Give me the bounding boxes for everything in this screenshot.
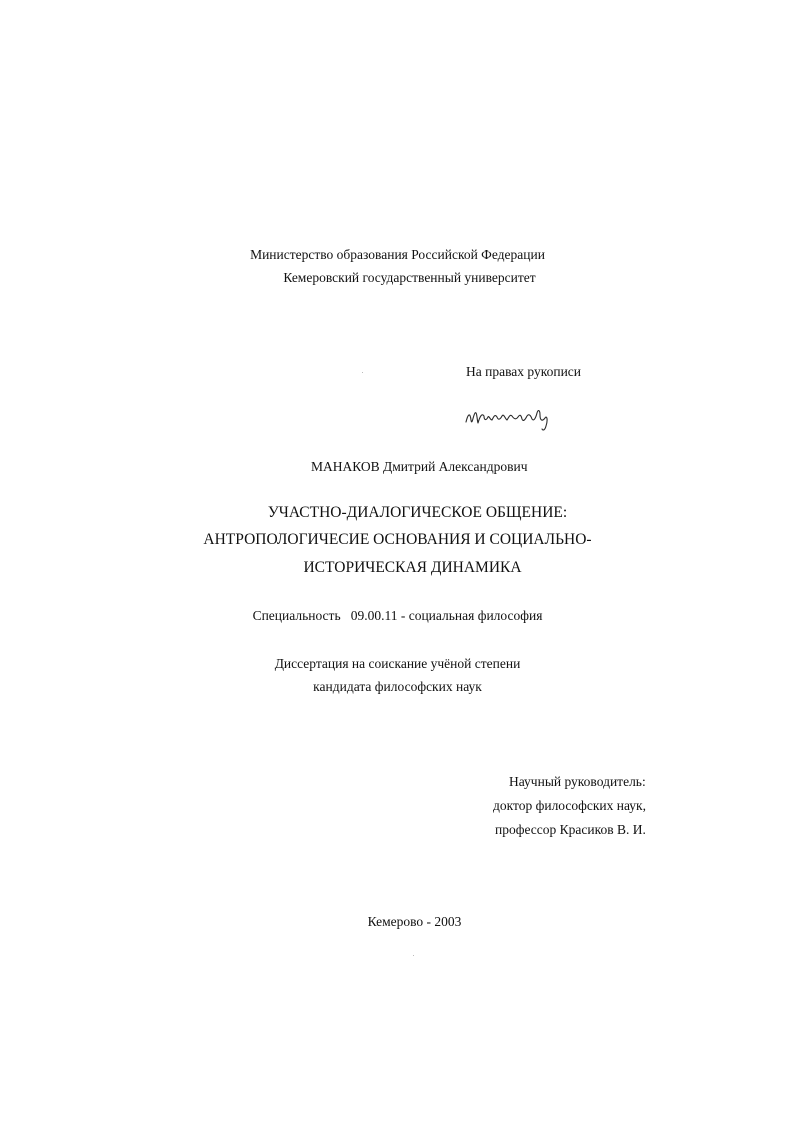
- supervisor-degree: доктор философских наук,: [493, 798, 646, 813]
- handwritten-signature: [462, 402, 572, 436]
- dissertation-title-line-3: ИСТОРИЧЕСКАЯ ДИНАМИКА: [303, 559, 522, 576]
- dissertation-title-line-2: АНТРОПОЛОГИЧЕСИЕ ОСНОВАНИЯ И СОЦИАЛЬНО-: [203, 531, 592, 548]
- degree-line-1: Диссертация на соискание учёной степени: [274, 656, 521, 671]
- dissertation-title-line-1: УЧАСТНО-ДИАЛОГИЧЕСКОЕ ОБЩЕНИЕ:: [267, 504, 568, 521]
- manuscript-rights-label: На правах рукописи: [466, 364, 582, 379]
- specialty-line: Специальность 09.00.11 - социальная философия: [252, 608, 543, 623]
- degree-line-2: кандидата философских наук: [313, 679, 482, 694]
- university-name: Кемеровский государственный университет: [283, 270, 536, 285]
- supervisor-label: Научный руководитель:: [509, 774, 646, 789]
- scan-speck: [362, 372, 363, 373]
- ministry-name: Министерство образования Российской Федерации: [250, 247, 545, 262]
- supervisor-name: профессор Красиков В. И.: [495, 822, 646, 837]
- scan-speck: [413, 955, 414, 956]
- author-name: МАНАКОВ Дмитрий Александрович: [311, 459, 528, 474]
- city-year: Кемерово - 2003: [367, 914, 462, 929]
